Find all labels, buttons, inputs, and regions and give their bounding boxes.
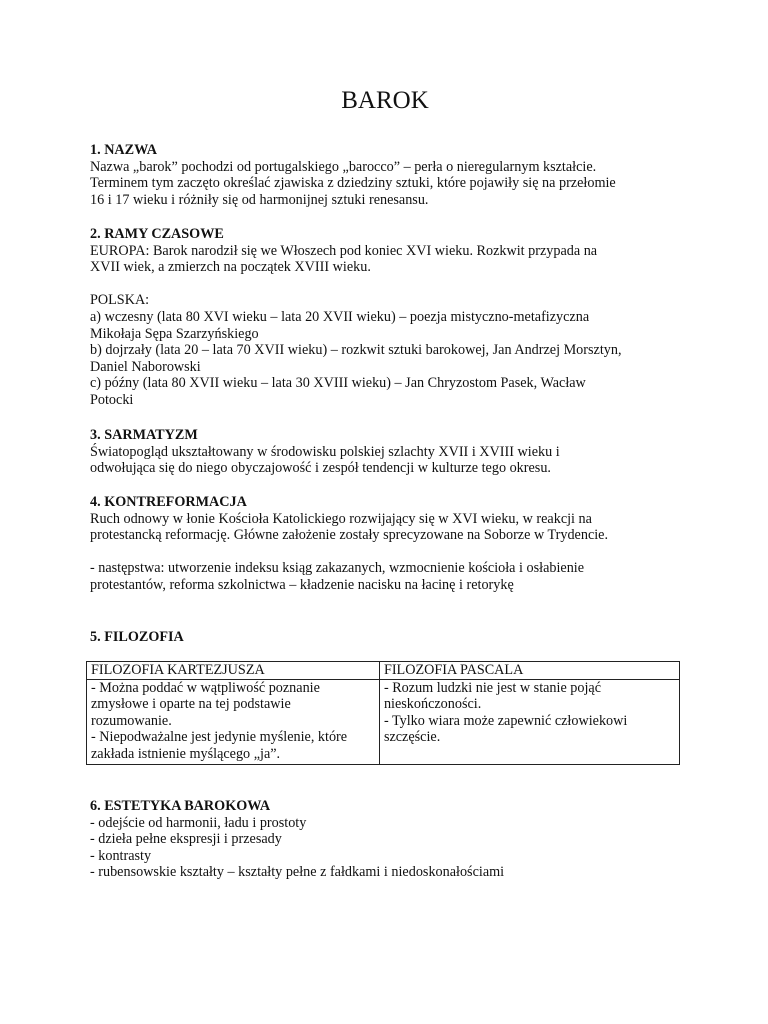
section-body bbox=[90, 511, 690, 544]
text-line: Daniel Naborowski bbox=[90, 358, 201, 375]
section-filozofia bbox=[90, 629, 690, 646]
text-line: c) późny (lata 80 XVII wieku – lata 30 XVIII wieku) – Jan Chryzostom Pasek, Wacław bbox=[90, 375, 586, 392]
polska-paragraph bbox=[90, 292, 690, 408]
section-heading: 2. RAMY CZASOWE bbox=[90, 226, 224, 242]
section-heading: 5. FILOZOFIA bbox=[90, 629, 184, 645]
text-line: Ruch odnowy w łonie Kościoła Katolickiego rozwijający się w XVI wieku, w reakcji na bbox=[90, 510, 592, 527]
cell-line: zakłada istnienie myślącego „ja”. bbox=[91, 745, 281, 762]
section-estetyka bbox=[90, 798, 690, 881]
polska-label: POLSKA: bbox=[90, 292, 150, 309]
list-item: - dzieła pełne ekspresji i przesady bbox=[90, 831, 282, 848]
section-sarmatyzm bbox=[90, 427, 690, 477]
list-item: - odejście od harmonii, ładu i prostoty bbox=[90, 814, 307, 831]
text-line: protestantów, reforma szkolnictwa – kładzenie nacisku na łacinę i retorykę bbox=[90, 576, 514, 593]
text-line: protestancką reformację. Główne założenie zostały sprecyzowane na Soborze w Trydencie. bbox=[90, 527, 609, 544]
cell-line: szczęście. bbox=[383, 729, 441, 746]
text-line: Nazwa „barok” pochodzi od portugalskiego „barocco” – perła o nieregularnym kształcie. bbox=[90, 158, 597, 175]
table-cell-pascal bbox=[379, 679, 679, 764]
section-body bbox=[90, 159, 690, 209]
cell-line: - Rozum ludzki nie jest w stanie pojąć bbox=[383, 679, 602, 696]
document-title: BAROK bbox=[341, 87, 429, 114]
cell-line: zmysłowe i oparte na tej podstawie bbox=[91, 696, 291, 713]
cell-line: - Niepodważalne jest jedynie myślenie, które bbox=[91, 729, 348, 746]
text-line: Mikołaja Sępa Szarzyńskiego bbox=[90, 325, 259, 342]
cell-line: nieskończoności. bbox=[383, 696, 482, 713]
cell-line: - Tylko wiara może zapewnić człowiekowi bbox=[383, 712, 628, 729]
estetyka-list bbox=[90, 815, 690, 881]
section-body bbox=[90, 444, 690, 477]
section-heading: 1. NAZWA bbox=[90, 142, 158, 158]
section-heading: 6. ESTETYKA BAROKOWA bbox=[90, 798, 271, 814]
text-line: b) dojrzały (lata 20 – lata 70 XVII wieku) – rozkwit sztuki barokowej, Jan Andrzej Morsztyn, bbox=[90, 342, 622, 359]
text-line: - następstwa: utworzenie indeksu ksiąg zakazanych, wzmocnienie kościoła i osłabienie bbox=[90, 560, 585, 577]
text-line: 16 i 17 wieku i różniły się od harmonijnej sztuki renesansu. bbox=[90, 191, 429, 208]
cell-line: - Można poddać w wątpliwość poznanie bbox=[91, 679, 320, 696]
section-kontreformacja bbox=[90, 494, 690, 594]
text-line: odwołująca się do niego obyczajowość i zespół tendencji w kulturze tego okresu. bbox=[90, 460, 551, 477]
cell-line: rozumowanie. bbox=[91, 712, 172, 729]
table-row bbox=[87, 679, 680, 764]
text-line: EUROPA: Barok narodził się we Włoszech pod koniec XVI wieku. Rozkwit przypada na bbox=[90, 242, 598, 259]
list-item: - kontrasty bbox=[90, 847, 152, 864]
europa-paragraph bbox=[90, 243, 690, 276]
column-header-kartezjusz: FILOZOFIA KARTEZJUSZA bbox=[87, 662, 380, 680]
section-heading: 3. SARMATYZM bbox=[90, 427, 198, 443]
section-nazwa bbox=[90, 142, 690, 208]
text-line: XVII wiek, a zmierzch na początek XVIII wieku. bbox=[90, 259, 371, 276]
text-line: Światopogląd ukształtowany w środowisku polskiej szlachty XVII i XVIII wieku i bbox=[90, 443, 560, 460]
text-line: Terminem tym zaczęto określać zjawiska z dziedziny sztuki, które pojawiły się na przełomie bbox=[90, 175, 616, 192]
column-header-pascal: FILOZOFIA PASCALA bbox=[379, 662, 679, 680]
section-ramy-czasowe bbox=[90, 226, 690, 409]
filozofia-table bbox=[86, 661, 680, 765]
text-line: Potocki bbox=[90, 391, 134, 408]
text-line: a) wczesny (lata 80 XVI wieku – lata 20 XVII wieku) – poezja mistyczno-metafizyczna bbox=[90, 308, 590, 325]
nastepstwa-paragraph bbox=[90, 560, 690, 593]
list-item: - rubensowskie kształty – kształty pełne z fałdkami i niedoskonałościami bbox=[90, 864, 505, 881]
section-heading: 4. KONTREFORMACJA bbox=[90, 494, 247, 510]
table-cell-kartezjusz bbox=[87, 679, 380, 764]
table-header-row bbox=[87, 662, 680, 680]
